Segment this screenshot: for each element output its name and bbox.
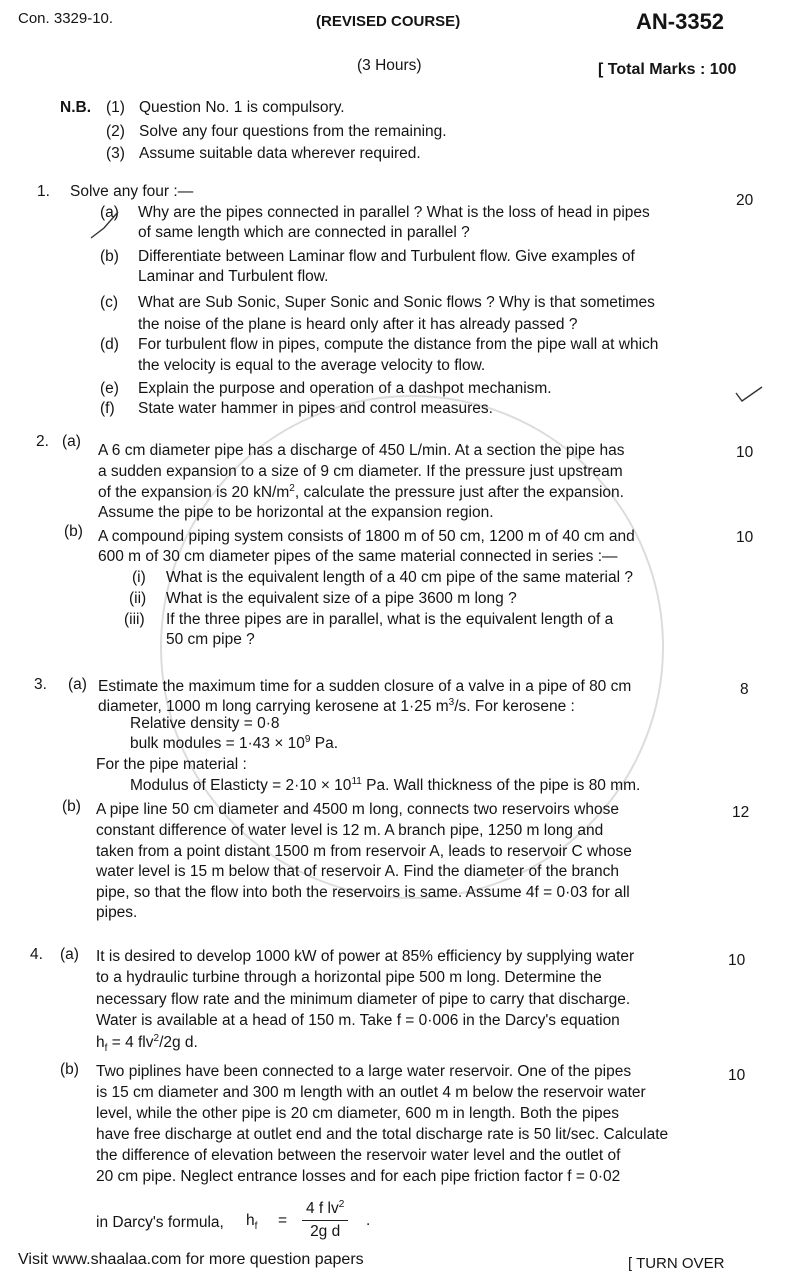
q3-a-line: For the pipe material :	[96, 756, 247, 773]
q4-number: 4.	[30, 946, 43, 963]
q1-d-line: For turbulent flow in pipes, compute the distance from the pipe wall at which	[138, 336, 659, 353]
footer-visit: Visit www.shaalaa.com for more question papers	[18, 1251, 364, 1268]
q3-number: 3.	[34, 676, 47, 693]
note-text: Question No. 1 is compulsory.	[139, 99, 345, 116]
q1-e-label: (e)	[100, 380, 119, 397]
notes-label: N.B.	[60, 99, 91, 116]
q2-a-line: a sudden expansion to a size of 9 cm diameter. If the pressure just upstream	[98, 463, 623, 480]
q3-a-line: diameter, 1000 m long carrying kerosene at 1·25 $m^3/s$. For kerosene :	[98, 696, 575, 715]
q3-b-line: taken from a point distant 1500 m from reservoir A, leads to reservoir C whose	[96, 843, 632, 860]
q3-a-marks: 8	[740, 681, 749, 698]
darcy-formula-prefix: in Darcy's formula,	[96, 1214, 224, 1231]
footer-turn-over: [ TURN OVER	[628, 1255, 725, 1272]
q2-b-i-line: What is the equivalent length of a 40 cm pipe of the same material ?	[166, 569, 633, 586]
q2-b-i-label: (i)	[132, 569, 146, 586]
q4-b-marks: 10	[728, 1067, 746, 1084]
total-marks: [ Total Marks : 100	[598, 61, 737, 78]
q2-a-line: A 6 cm diameter pipe has a discharge of 450 L/min. At a section the pipe has	[98, 442, 625, 459]
q4-a-marks: 10	[728, 952, 746, 969]
q1-b-line: Differentiate between Laminar flow and Turbulent flow. Give examples of	[138, 248, 635, 265]
darcy-formula-equals: =	[278, 1212, 288, 1229]
q2-b-line: 600 m of 30 cm diameter pipes of the same material connected in series :—	[98, 548, 618, 565]
q2-a-label: (a)	[62, 433, 81, 450]
q3-b-line: water level is 15 m below that of reservoir A. Find the diameter of the branch	[96, 863, 619, 880]
q3-b-line: constant difference of water level is 12 m. A branch pipe, 1250 m long and	[96, 822, 604, 839]
q4-a-line: It is desired to develop 1000 kW of power at 85% efficiency by supplying water	[96, 948, 635, 965]
darcy-formula-denominator: 2g d	[310, 1223, 341, 1240]
q1-d-line: the velocity is equal to the average velocity to flow.	[138, 357, 486, 374]
q2-b-line: A compound piping system consists of 1800 m of 50 cm, 1200 m of 40 cm and	[98, 528, 635, 545]
q4-a-formula: $h_f = 4$ flv$^2$/2g d.	[96, 1032, 198, 1055]
q1-a-label: (a)	[100, 204, 119, 221]
q3-a-label: (a)	[68, 676, 87, 693]
q1-c-line: the noise of the plane is heard only after it has already passed ?	[138, 316, 578, 333]
q3-a-line: bulk modules = $1\cdot 43 \times 10^9$ Pa.	[130, 733, 339, 752]
pen-tick-mark	[734, 383, 764, 405]
q3-b-line: pipes.	[96, 904, 138, 921]
q2-b-ii-label: (ii)	[129, 590, 147, 607]
q1-e-line: Explain the purpose and operation of a dashpot mechanism.	[138, 380, 552, 397]
q4-b-line: 20 cm pipe. Neglect entrance losses and for each pipe friction factor f = 0·02	[96, 1168, 621, 1185]
q3-a-line: Relative density = 0·8	[130, 715, 280, 732]
q2-b-label: (b)	[64, 523, 83, 540]
q1-number: 1.	[37, 183, 50, 200]
q4-b-line: have free discharge at outlet end and the total discharge rate is 50 lit/sec. Calculate	[96, 1126, 669, 1143]
q4-a-line: necessary flow rate and the minimum diameter of pipe to carry that discharge.	[96, 991, 631, 1008]
q4-a-line: to a hydraulic turbine through a horizontal pipe 500 m long. Determine the	[96, 969, 602, 986]
q4-b-line: is 15 cm diameter and 300 m length with an outlet 4 m below the reservoir water	[96, 1084, 646, 1101]
q2-b-iii-line: 50 cm pipe ?	[166, 631, 255, 648]
q1-d-label: (d)	[100, 336, 119, 353]
q2-a-line: of the expansion is 20 $kN/m^2$, calculate the pressure just after the expansion.	[98, 482, 624, 501]
q1-c-line: What are Sub Sonic, Super Sonic and Sonic flows ? Why is that sometimes	[138, 294, 655, 311]
q3-b-label: (b)	[62, 798, 81, 815]
note-num: (1)	[106, 99, 125, 116]
q4-b-line: Two piplines have been connected to a large water reservoir. One of the pipes	[96, 1063, 632, 1080]
duration: (3 Hours)	[357, 57, 422, 74]
q1-f-line: State water hammer in pipes and control measures.	[138, 400, 493, 417]
pen-check-mark	[88, 208, 122, 242]
q4-b-line: the difference of elevation between the reservoir water level and the outlet of	[96, 1147, 621, 1164]
darcy-formula-fraction	[302, 1200, 348, 1241]
darcy-formula-lhs: $h_f$	[246, 1212, 258, 1233]
q1-f-label: (f)	[100, 400, 115, 417]
course-label: (REVISED COURSE)	[316, 13, 461, 30]
q4-b-label: (b)	[60, 1061, 79, 1078]
note-num: (3)	[106, 145, 125, 162]
q1-a-line: Why are the pipes connected in parallel ? What is the loss of head in pipes	[138, 204, 650, 221]
q3-a-line: Modulus of Elasticty = $2\cdot 10 \times 10^{11}$ Pa. Wall thickness of the pipe is 80 mm.	[130, 775, 641, 794]
q2-a-marks: 10	[736, 444, 754, 461]
q4-b-line: level, while the other pipe is 20 cm diameter, 600 m in length. Both the pipes	[96, 1105, 619, 1122]
q2-b-iii-label: (iii)	[124, 611, 145, 628]
q1-b-label: (b)	[100, 248, 119, 265]
paper-code: Con. 3329-10.	[18, 10, 114, 27]
q1-a-line: of same length which are connected in parallel ?	[138, 224, 470, 241]
paper-id: AN-3352	[636, 9, 725, 34]
q2-number: 2.	[36, 433, 49, 450]
q4-a-line: Water is available at a head of 150 m. Take f = 0·006 in the Darcy's equation	[96, 1012, 620, 1029]
q1-c-label: (c)	[100, 294, 119, 311]
q2-a-line: Assume the pipe to be horizontal at the expansion region.	[98, 504, 494, 521]
q3-b-line: pipe, so that the flow into both the reservoirs is same. Assume 4f = 0·03 for all	[96, 884, 630, 901]
q4-a-label: (a)	[60, 946, 79, 963]
q1-b-line: Laminar and Turbulent flow.	[138, 268, 329, 285]
q3-b-line: A pipe line 50 cm diameter and 4500 m long, connects two reservoirs whose	[96, 801, 619, 818]
q2-b-iii-line: If the three pipes are in parallel, what is the equivalent length of a	[166, 611, 614, 628]
q3-a-line: Estimate the maximum time for a sudden closure of a valve in a pipe of 80 cm	[98, 678, 632, 695]
q1-intro: Solve any four :—	[70, 183, 194, 200]
q3-b-marks: 12	[732, 804, 750, 821]
note-num: (2)	[106, 123, 125, 140]
darcy-formula-numerator: 4 f $lv^2$	[302, 1200, 348, 1221]
darcy-formula-end: .	[366, 1212, 371, 1229]
q2-b-ii-line: What is the equivalent size of a pipe 3600 m long ?	[166, 590, 517, 607]
note-text: Assume suitable data wherever required.	[139, 145, 421, 162]
q2-b-marks: 10	[736, 529, 754, 546]
note-text: Solve any four questions from the remaining.	[139, 123, 447, 140]
q1-marks: 20	[736, 192, 754, 209]
